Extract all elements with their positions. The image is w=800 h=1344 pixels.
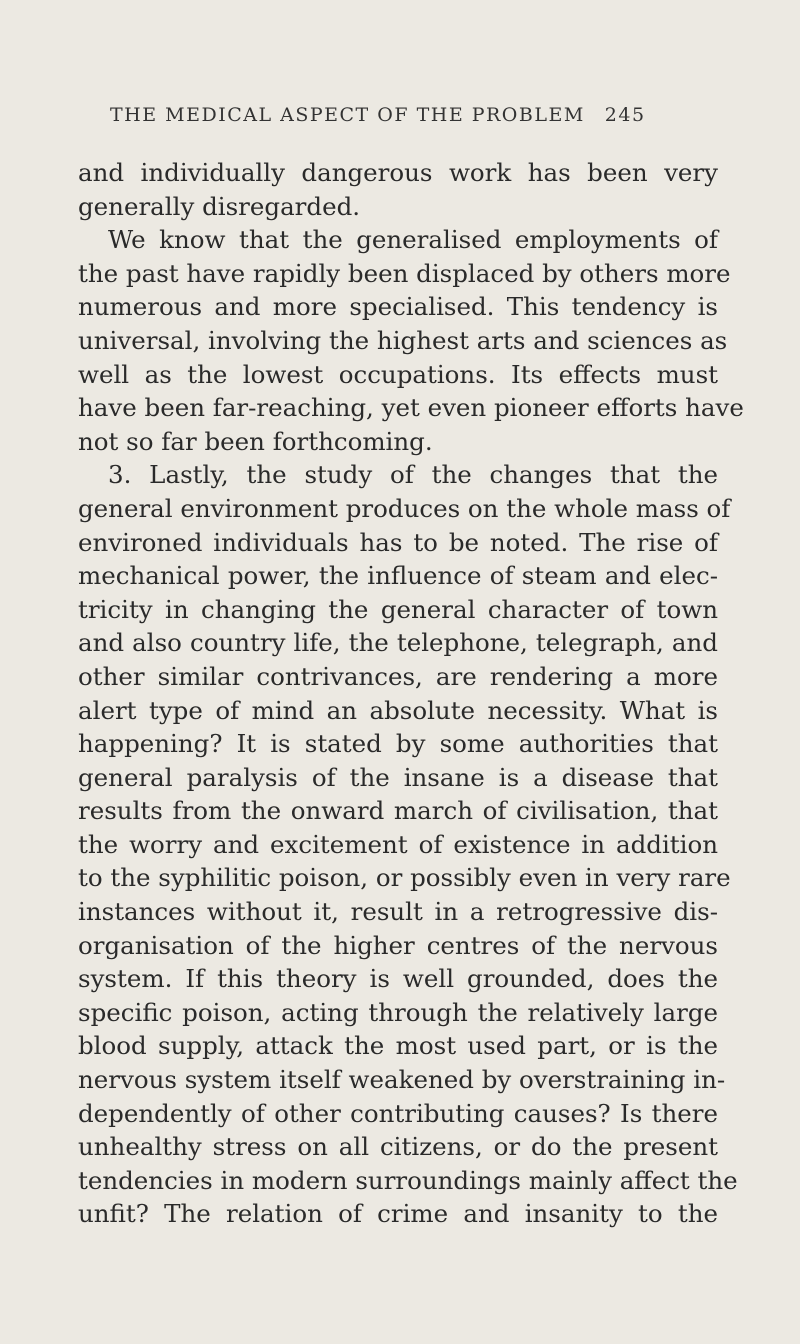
text-line: general paralysis of the insane is a disease that	[78, 762, 718, 792]
text-line: happening? It is stated by some authorities that	[78, 729, 718, 759]
page-number: 245	[604, 104, 646, 126]
text-line: 3. Lastly, the study of the changes that the	[108, 460, 718, 490]
text-line: to the syphilitic poison, or possibly even in very rare	[78, 863, 731, 893]
text-line: universal, involving the highest arts and sciences as	[78, 325, 728, 355]
body-text	[78, 156, 744, 1231]
text-line: instances without it, result in a retrogressive dis-	[78, 897, 718, 927]
text-line: the worry and excitement of existence in addition	[78, 829, 718, 859]
text-line: unhealthy stress on all citizens, or do the present	[78, 1132, 718, 1162]
text-line: other similar contrivances, are rendering a more	[78, 661, 718, 691]
text-line: specific poison, acting through the relatively large	[78, 997, 718, 1027]
text-line: nervous system itself weakened by overstraining in-	[78, 1065, 726, 1095]
running-header	[110, 104, 646, 126]
text-line: environed individuals has to be noted. The rise of	[78, 527, 718, 557]
text-line: not so far been forthcoming.	[78, 426, 433, 456]
text-line: dependently of other contributing causes? Is there	[78, 1098, 718, 1128]
text-line: have been far-reaching, yet even pioneer efforts have	[78, 393, 744, 423]
text-line: generally disregarded.	[78, 191, 361, 221]
text-line: well as the lowest occupations. Its effects must	[78, 359, 718, 389]
text-line: alert type of mind an absolute necessity. What is	[78, 695, 718, 725]
text-line: tendencies in modern surroundings mainly affect the	[78, 1165, 738, 1195]
text-line: organisation of the higher centres of the nervous	[78, 930, 718, 960]
text-line: results from the onward march of civilisation, that	[78, 796, 718, 826]
running-title: THE MEDICAL ASPECT OF THE PROBLEM	[110, 104, 585, 126]
text-line: tricity in changing the general character of town	[78, 594, 718, 624]
text-line: system. If this theory is well grounded, does the	[78, 964, 718, 994]
text-line: general environment produces on the whole mass of	[78, 493, 731, 523]
text-line: We know that the generalised employments of	[108, 225, 718, 255]
text-line: the past have rapidly been displaced by others more	[78, 258, 731, 288]
text-line: unfit? The relation of crime and insanity to the	[78, 1199, 718, 1229]
text-line: mechanical power, the influence of steam and elec-	[78, 561, 718, 591]
text-line: numerous and more specialised. This tendency is	[78, 292, 718, 322]
text-line: and individually dangerous work has been very	[78, 158, 718, 187]
text-line: and also country life, the telephone, telegraph, and	[78, 628, 718, 658]
text-line: blood supply, attack the most used part, or is the	[78, 1031, 718, 1061]
